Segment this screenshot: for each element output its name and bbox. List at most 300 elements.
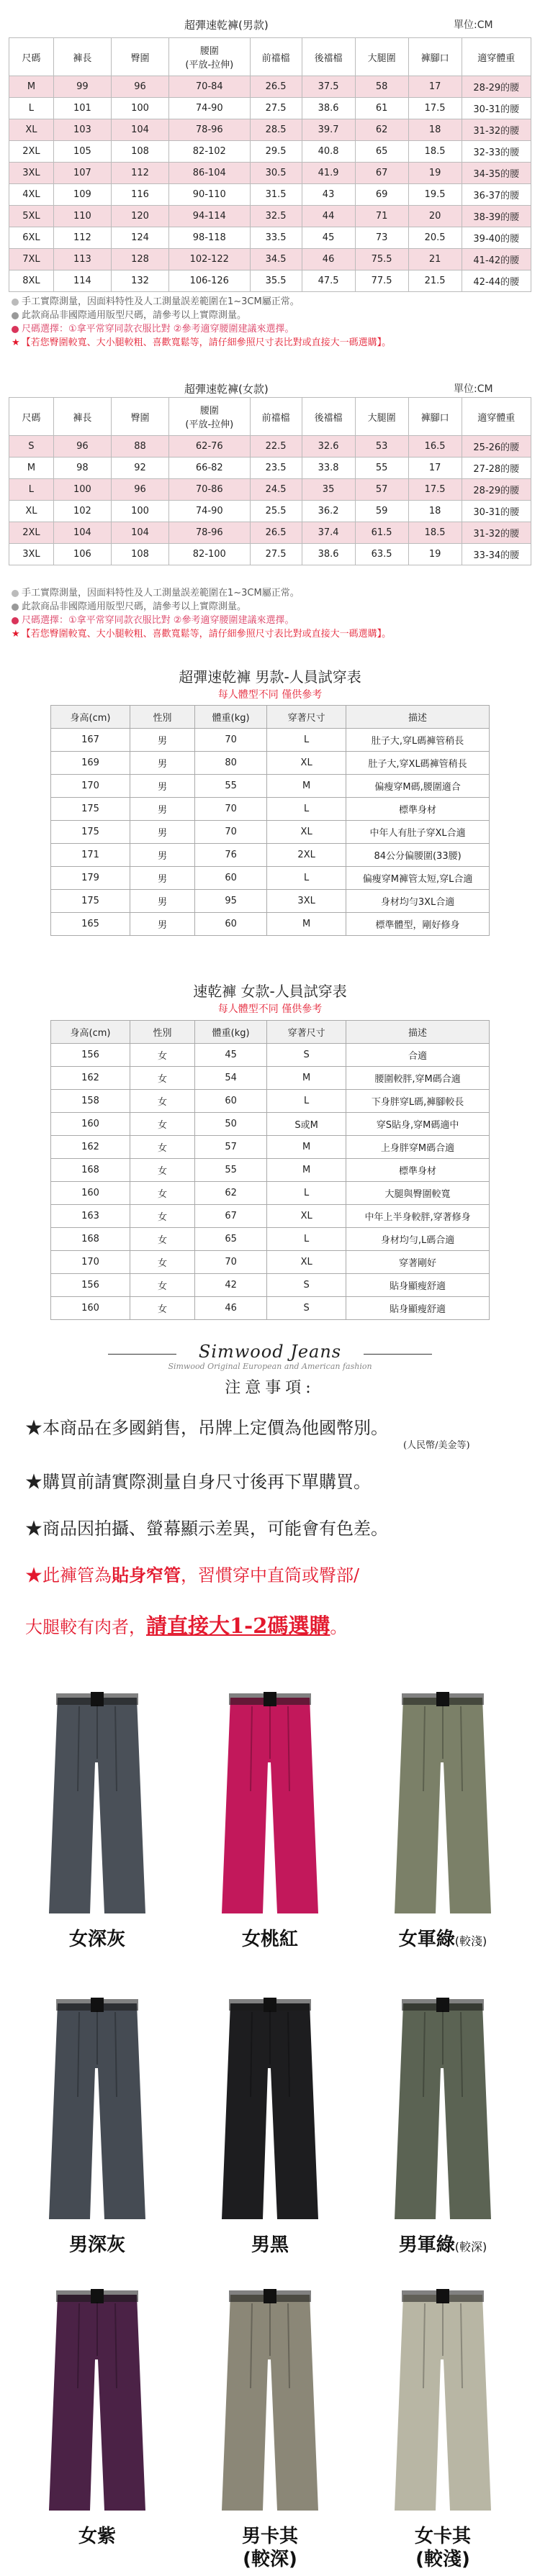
trial-cell: 179 bbox=[51, 867, 130, 890]
size-cell: 37.4 bbox=[302, 522, 355, 544]
size-cell: 21 bbox=[408, 249, 462, 270]
trial-row bbox=[51, 1090, 490, 1113]
women-size-notes bbox=[12, 586, 391, 641]
size-cell: 66-82 bbox=[169, 458, 251, 479]
trial-cell: 160 bbox=[51, 1113, 130, 1136]
size-cell: 18.5 bbox=[408, 141, 462, 163]
size-cell: 31-32的腰 bbox=[462, 119, 531, 141]
note-text: 【若您臀圍較寬、大小腿較粗、喜歡寬鬆等，請仔細參照尺寸表比對或直接大一碼選購】。 bbox=[21, 337, 392, 348]
trial-cell: 60 bbox=[195, 1090, 267, 1113]
notice-line-1-sub: (人民幣/美金等) bbox=[403, 1440, 470, 1451]
trial-cell: 95 bbox=[195, 890, 267, 913]
size-cell: 74-90 bbox=[169, 501, 251, 522]
trial-cell: 女 bbox=[130, 1136, 195, 1159]
pants-swatch-image bbox=[29, 1989, 166, 2226]
women-trial-subtitle: 每人體型不同 僅供參考 bbox=[217, 1003, 323, 1015]
size-cell: 63.5 bbox=[355, 544, 408, 565]
pants-swatch-image bbox=[29, 1683, 166, 1921]
size-cell: 7XL bbox=[9, 249, 54, 270]
size-header-cell: 褲腳口 bbox=[408, 398, 462, 436]
size-cell: 2XL bbox=[9, 141, 54, 163]
trial-row bbox=[51, 1205, 490, 1228]
trial-cell: 163 bbox=[51, 1205, 130, 1228]
note-line bbox=[12, 309, 391, 322]
notice-line-1 bbox=[25, 1414, 388, 1439]
men-table-title: 超彈速乾褲(男款) bbox=[184, 19, 269, 32]
size-cell: 41-42的腰 bbox=[462, 249, 531, 270]
size-cell: 38-39的腰 bbox=[462, 206, 531, 227]
size-cell: 102-122 bbox=[169, 249, 251, 270]
size-cell: 110 bbox=[53, 206, 111, 227]
size-cell: 86-104 bbox=[169, 163, 251, 184]
size-row bbox=[9, 270, 531, 292]
trial-header-cell: 身高(cm) bbox=[51, 706, 130, 729]
swatch-label bbox=[360, 2525, 526, 2571]
size-cell: 31.5 bbox=[250, 184, 302, 206]
size-cell: 17 bbox=[408, 458, 462, 479]
size-cell: 26.5 bbox=[250, 76, 302, 98]
note-text: 尺碼選擇：①拿平常穿同款衣服比對 ②參考適穿腰圍建議來選擇。 bbox=[22, 615, 294, 626]
trial-cell: 標準體型，剛好修身 bbox=[346, 913, 490, 936]
size-row bbox=[9, 544, 531, 565]
notice-line-1-text: ★本商品在多國銷售，吊牌上定價為他國幣別。 bbox=[25, 1418, 388, 1438]
trial-header-cell: 性別 bbox=[130, 1021, 195, 1044]
trial-cell: 175 bbox=[51, 890, 130, 913]
size-cell: 28-29的腰 bbox=[462, 479, 531, 501]
size-cell: 18 bbox=[408, 501, 462, 522]
trial-row bbox=[51, 1274, 490, 1297]
size-cell: 38.6 bbox=[302, 544, 355, 565]
trial-cell: 62 bbox=[195, 1182, 267, 1205]
size-cell: 33.5 bbox=[250, 227, 302, 249]
size-cell: M bbox=[9, 458, 54, 479]
men-size-notes bbox=[12, 295, 391, 350]
size-cell: 101 bbox=[53, 98, 111, 119]
size-cell: 26.5 bbox=[250, 522, 302, 544]
trial-cell: 男 bbox=[130, 798, 195, 821]
notice-line-2: ★購買前請實際測量自身尺寸後再下單購買。 bbox=[25, 1472, 371, 1492]
size-cell: 19 bbox=[408, 544, 462, 565]
size-cell: 4XL bbox=[9, 184, 54, 206]
trial-cell: 男 bbox=[130, 844, 195, 867]
size-cell: 69 bbox=[355, 184, 408, 206]
size-cell: S bbox=[9, 436, 54, 458]
size-cell: 96 bbox=[111, 479, 168, 501]
note-text: 手工實際測量，因面料特性及人工測量誤差範圍在1~3CM屬正常。 bbox=[22, 588, 300, 599]
trial-cell: 169 bbox=[51, 752, 130, 775]
trial-cell: 標準身材 bbox=[346, 1159, 490, 1182]
notice-line-4a: ★此褲管為 bbox=[25, 1565, 112, 1585]
size-cell: 18.5 bbox=[408, 522, 462, 544]
size-cell: 106-126 bbox=[169, 270, 251, 292]
trial-cell: L bbox=[267, 729, 346, 752]
size-cell: 34.5 bbox=[250, 249, 302, 270]
brand-divider-left bbox=[108, 1354, 176, 1355]
pants-swatch-image bbox=[202, 1683, 338, 1921]
trial-cell: 男 bbox=[130, 821, 195, 844]
women-table-title: 超彈速乾褲(女款) bbox=[184, 383, 269, 396]
trial-cell: 男 bbox=[130, 775, 195, 798]
swatch-label bbox=[187, 1928, 353, 1951]
note-text: 手工實際測量，因面料特性及人工測量誤差範圍在1~3CM屬正常。 bbox=[22, 296, 300, 307]
note-line bbox=[12, 614, 391, 627]
trial-row bbox=[51, 1251, 490, 1274]
trial-row bbox=[51, 752, 490, 775]
size-cell: 109 bbox=[53, 184, 111, 206]
note-line bbox=[12, 336, 391, 350]
swatch-name: 男黑 bbox=[251, 2234, 289, 2256]
size-cell: 99 bbox=[53, 76, 111, 98]
swatch-shade-note: (較淺) bbox=[415, 2549, 470, 2570]
trial-cell: 70 bbox=[195, 729, 267, 752]
size-cell: 77.5 bbox=[355, 270, 408, 292]
size-cell: M bbox=[9, 76, 54, 98]
trial-cell: 中年人有肚子穿XL合適 bbox=[346, 821, 490, 844]
trial-row bbox=[51, 729, 490, 752]
trial-cell: 156 bbox=[51, 1044, 130, 1067]
trial-cell: 女 bbox=[130, 1205, 195, 1228]
swatch-name: 男軍綠 bbox=[398, 2234, 455, 2256]
men-trial-title: 超彈速乾褲 男款-人員試穿表 bbox=[179, 668, 361, 686]
trial-cell: 67 bbox=[195, 1205, 267, 1228]
trial-cell: 身材均勻,L碼合適 bbox=[346, 1228, 490, 1251]
notice-line-5 bbox=[25, 1610, 347, 1639]
size-cell: 67 bbox=[355, 163, 408, 184]
size-row bbox=[9, 227, 531, 249]
size-header-cell: 臀圍 bbox=[111, 38, 168, 76]
pants-swatch-image bbox=[202, 2280, 338, 2518]
size-header-cell: 適穿體重 bbox=[462, 398, 531, 436]
size-cell: 61 bbox=[355, 98, 408, 119]
size-cell: 104 bbox=[111, 522, 168, 544]
pants-swatch-image bbox=[29, 2280, 166, 2518]
bullet-icon bbox=[12, 312, 19, 319]
size-header-cell: 大腿圍 bbox=[355, 398, 408, 436]
size-cell: 35.5 bbox=[250, 270, 302, 292]
size-row bbox=[9, 163, 531, 184]
trial-cell: 60 bbox=[195, 913, 267, 936]
trial-cell: M bbox=[267, 1159, 346, 1182]
size-cell: 96 bbox=[53, 436, 111, 458]
note-line bbox=[12, 586, 391, 600]
size-cell: 20.5 bbox=[408, 227, 462, 249]
size-table-header bbox=[9, 398, 531, 436]
trial-row bbox=[51, 775, 490, 798]
trial-cell: S或M bbox=[267, 1113, 346, 1136]
size-cell: 78-96 bbox=[169, 522, 251, 544]
size-row bbox=[9, 479, 531, 501]
trial-cell: 70 bbox=[195, 798, 267, 821]
size-cell: 71 bbox=[355, 206, 408, 227]
size-cell: 100 bbox=[111, 501, 168, 522]
women-trial-title: 速乾褲 女款-人員試穿表 bbox=[193, 983, 347, 1000]
trial-cell: 70 bbox=[195, 1251, 267, 1274]
size-cell: 18 bbox=[408, 119, 462, 141]
women-table-unit: 單位:CM bbox=[454, 383, 493, 395]
trial-header bbox=[51, 706, 490, 729]
trial-cell: 合適 bbox=[346, 1044, 490, 1067]
size-cell: 104 bbox=[111, 119, 168, 141]
brand-block bbox=[0, 1342, 540, 1371]
men-size-table bbox=[9, 37, 531, 292]
color-swatches bbox=[0, 1683, 540, 2568]
size-cell: 3XL bbox=[9, 544, 54, 565]
trial-cell: 175 bbox=[51, 821, 130, 844]
size-cell: 3XL bbox=[9, 163, 54, 184]
brand-tagline: Simwood Original European and American fashion bbox=[168, 1362, 372, 1371]
trial-cell: 男 bbox=[130, 890, 195, 913]
trial-cell: 50 bbox=[195, 1113, 267, 1136]
size-header-cell: 適穿體重 bbox=[462, 38, 531, 76]
size-cell: 25-26的腰 bbox=[462, 436, 531, 458]
swatch-name: 男卡其 bbox=[241, 2526, 298, 2547]
size-cell: 59 bbox=[355, 501, 408, 522]
trial-cell: 偏瘦穿M碼,腰圍適合 bbox=[346, 775, 490, 798]
size-cell: 62 bbox=[355, 119, 408, 141]
pants-swatch-image bbox=[374, 2280, 511, 2518]
size-cell: 88 bbox=[111, 436, 168, 458]
trial-row bbox=[51, 1067, 490, 1090]
size-cell: 27.5 bbox=[250, 544, 302, 565]
size-header-cell: 腰圍 (平放-拉伸) bbox=[169, 38, 251, 76]
size-cell: 27.5 bbox=[250, 98, 302, 119]
trial-cell: 貼身顯瘦舒適 bbox=[346, 1297, 490, 1320]
trial-cell: 175 bbox=[51, 798, 130, 821]
men-trial-table bbox=[50, 705, 490, 936]
note-text: 尺碼選擇：①拿平常穿同款衣服比對 ②參考適穿腰圍建議來選擇。 bbox=[22, 324, 294, 334]
size-cell: 105 bbox=[53, 141, 111, 163]
trial-cell: 女 bbox=[130, 1090, 195, 1113]
trial-cell: 55 bbox=[195, 1159, 267, 1182]
trial-row bbox=[51, 1182, 490, 1205]
swatch-label bbox=[187, 2525, 353, 2571]
trial-cell: M bbox=[267, 775, 346, 798]
size-row bbox=[9, 436, 531, 458]
size-cell: 19.5 bbox=[408, 184, 462, 206]
size-cell: 92 bbox=[111, 458, 168, 479]
trial-cell: 身材均勻3XL合適 bbox=[346, 890, 490, 913]
size-cell: 112 bbox=[111, 163, 168, 184]
size-cell: 28-29的腰 bbox=[462, 76, 531, 98]
size-row bbox=[9, 206, 531, 227]
trial-header bbox=[51, 1021, 490, 1044]
trial-cell: S bbox=[267, 1044, 346, 1067]
size-row bbox=[9, 76, 531, 98]
size-cell: 108 bbox=[111, 141, 168, 163]
size-cell: 29.5 bbox=[250, 141, 302, 163]
trial-header-cell: 描述 bbox=[346, 1021, 490, 1044]
trial-cell: 168 bbox=[51, 1228, 130, 1251]
trial-cell: L bbox=[267, 1090, 346, 1113]
size-cell: 35 bbox=[302, 479, 355, 501]
size-header-cell: 後襠檔 bbox=[302, 38, 355, 76]
size-cell: 8XL bbox=[9, 270, 54, 292]
trial-cell: 171 bbox=[51, 844, 130, 867]
trial-cell: 160 bbox=[51, 1182, 130, 1205]
size-cell: 106 bbox=[53, 544, 111, 565]
trial-row bbox=[51, 890, 490, 913]
note-line bbox=[12, 600, 391, 614]
trial-cell: 76 bbox=[195, 844, 267, 867]
size-cell: 27-28的腰 bbox=[462, 458, 531, 479]
size-cell: 108 bbox=[111, 544, 168, 565]
pants-swatch-image bbox=[374, 1683, 511, 1921]
size-row bbox=[9, 249, 531, 270]
trial-cell: L bbox=[267, 1182, 346, 1205]
size-cell: 74-90 bbox=[169, 98, 251, 119]
trial-cell: 女 bbox=[130, 1228, 195, 1251]
trial-cell: 54 bbox=[195, 1067, 267, 1090]
trial-header-cell: 體重(kg) bbox=[195, 1021, 267, 1044]
size-cell: 20 bbox=[408, 206, 462, 227]
size-cell: 24.5 bbox=[250, 479, 302, 501]
trial-cell: 男 bbox=[130, 729, 195, 752]
trial-cell: 65 bbox=[195, 1228, 267, 1251]
size-cell: 104 bbox=[53, 522, 111, 544]
size-cell: XL bbox=[9, 501, 54, 522]
trial-cell: 165 bbox=[51, 913, 130, 936]
size-cell: 44 bbox=[302, 206, 355, 227]
size-cell: 57 bbox=[355, 479, 408, 501]
size-cell: 58 bbox=[355, 76, 408, 98]
size-cell: 36.2 bbox=[302, 501, 355, 522]
swatch-shade-note: (較深) bbox=[243, 2549, 297, 2570]
size-cell: 19 bbox=[408, 163, 462, 184]
size-cell: 96 bbox=[111, 76, 168, 98]
trial-cell: L bbox=[267, 1228, 346, 1251]
size-cell: 75.5 bbox=[355, 249, 408, 270]
trial-cell: 60 bbox=[195, 867, 267, 890]
trial-row bbox=[51, 1136, 490, 1159]
brand-name: Simwood Jeans bbox=[198, 1342, 342, 1362]
size-row bbox=[9, 458, 531, 479]
trial-cell: 穿S貼身,穿M碼適中 bbox=[346, 1113, 490, 1136]
size-cell: 40.8 bbox=[302, 141, 355, 163]
size-cell: 70-84 bbox=[169, 76, 251, 98]
trial-cell: 2XL bbox=[267, 844, 346, 867]
trial-cell: 84公分偏腰圍(33腰) bbox=[346, 844, 490, 867]
trial-cell: 158 bbox=[51, 1090, 130, 1113]
notice-line-5b: 請直接大1-2碼選購 bbox=[146, 1614, 330, 1638]
size-cell: 98-118 bbox=[169, 227, 251, 249]
trial-cell: 女 bbox=[130, 1067, 195, 1090]
swatch-name: 女桃紅 bbox=[241, 1929, 298, 1950]
size-header-cell: 尺碼 bbox=[9, 38, 54, 76]
note-line bbox=[12, 322, 391, 336]
size-cell: 21.5 bbox=[408, 270, 462, 292]
swatch-label bbox=[14, 2234, 180, 2257]
trial-cell: L bbox=[267, 798, 346, 821]
size-cell: 37.5 bbox=[302, 76, 355, 98]
brand-divider-right bbox=[364, 1354, 432, 1355]
size-header-cell: 褲長 bbox=[53, 398, 111, 436]
size-cell: 62-76 bbox=[169, 436, 251, 458]
trial-cell: XL bbox=[267, 752, 346, 775]
size-cell: 32.5 bbox=[250, 206, 302, 227]
notice-line-3: ★商品因拍攝、螢幕顯示差異，可能會有色差。 bbox=[25, 1519, 388, 1539]
trial-cell: 80 bbox=[195, 752, 267, 775]
size-cell: 32-33的腰 bbox=[462, 141, 531, 163]
star-icon: ★ bbox=[12, 629, 20, 640]
trial-cell: L bbox=[267, 867, 346, 890]
size-header-cell: 前襠檔 bbox=[250, 398, 302, 436]
size-cell: 22.5 bbox=[250, 436, 302, 458]
trial-cell: 男 bbox=[130, 913, 195, 936]
size-cell: 53 bbox=[355, 436, 408, 458]
size-cell: 120 bbox=[111, 206, 168, 227]
swatch-label bbox=[187, 2234, 353, 2257]
size-cell: XL bbox=[9, 119, 54, 141]
trial-cell: 男 bbox=[130, 752, 195, 775]
size-row bbox=[9, 522, 531, 544]
size-cell: 5XL bbox=[9, 206, 54, 227]
trial-cell: 168 bbox=[51, 1159, 130, 1182]
size-cell: 102 bbox=[53, 501, 111, 522]
trial-cell: 45 bbox=[195, 1044, 267, 1067]
size-header-cell: 後襠檔 bbox=[302, 398, 355, 436]
trial-header-cell: 身高(cm) bbox=[51, 1021, 130, 1044]
size-cell: 36-37的腰 bbox=[462, 184, 531, 206]
size-cell: 132 bbox=[111, 270, 168, 292]
bullet-icon bbox=[12, 604, 19, 611]
trial-cell: 標準身材 bbox=[346, 798, 490, 821]
trial-cell: 3XL bbox=[267, 890, 346, 913]
trial-cell: 男 bbox=[130, 867, 195, 890]
size-cell: 73 bbox=[355, 227, 408, 249]
trial-cell: 70 bbox=[195, 821, 267, 844]
size-cell: 30-31的腰 bbox=[462, 98, 531, 119]
size-header-cell: 臀圍 bbox=[111, 398, 168, 436]
size-cell: 6XL bbox=[9, 227, 54, 249]
trial-cell: 167 bbox=[51, 729, 130, 752]
trial-cell: 170 bbox=[51, 1251, 130, 1274]
trial-cell: 42 bbox=[195, 1274, 267, 1297]
size-row bbox=[9, 119, 531, 141]
size-cell: 94-114 bbox=[169, 206, 251, 227]
star-icon: ★ bbox=[12, 337, 20, 348]
size-cell: 55 bbox=[355, 458, 408, 479]
trial-header-cell: 體重(kg) bbox=[195, 706, 267, 729]
trial-cell: S bbox=[267, 1274, 346, 1297]
size-cell: 128 bbox=[111, 249, 168, 270]
size-row bbox=[9, 141, 531, 163]
trial-cell: 肚子大,穿XL碼褲管稍長 bbox=[346, 752, 490, 775]
size-cell: L bbox=[9, 479, 54, 501]
bullet-icon bbox=[12, 590, 19, 597]
size-cell: 114 bbox=[53, 270, 111, 292]
size-cell: 112 bbox=[53, 227, 111, 249]
size-cell: 70-86 bbox=[169, 479, 251, 501]
size-cell: 17.5 bbox=[408, 98, 462, 119]
size-table-header bbox=[9, 38, 531, 76]
size-cell: 116 bbox=[111, 184, 168, 206]
swatch-name: 男深灰 bbox=[68, 2234, 125, 2256]
trial-cell: S bbox=[267, 1297, 346, 1320]
size-cell: 98 bbox=[53, 458, 111, 479]
trial-row bbox=[51, 1159, 490, 1182]
swatch-name: 女紫 bbox=[78, 2526, 116, 2547]
size-cell: 124 bbox=[111, 227, 168, 249]
size-header-cell: 褲長 bbox=[53, 38, 111, 76]
notice-line-5a: 大腿較有肉者， bbox=[25, 1617, 146, 1637]
bullet-icon bbox=[12, 299, 19, 306]
swatch-label bbox=[360, 1928, 526, 1953]
trial-cell: 下身胖穿L碼,褲腳較長 bbox=[346, 1090, 490, 1113]
trial-cell: M bbox=[267, 1136, 346, 1159]
trial-cell: 170 bbox=[51, 775, 130, 798]
size-cell: 34-35的腰 bbox=[462, 163, 531, 184]
size-cell: 16.5 bbox=[408, 436, 462, 458]
